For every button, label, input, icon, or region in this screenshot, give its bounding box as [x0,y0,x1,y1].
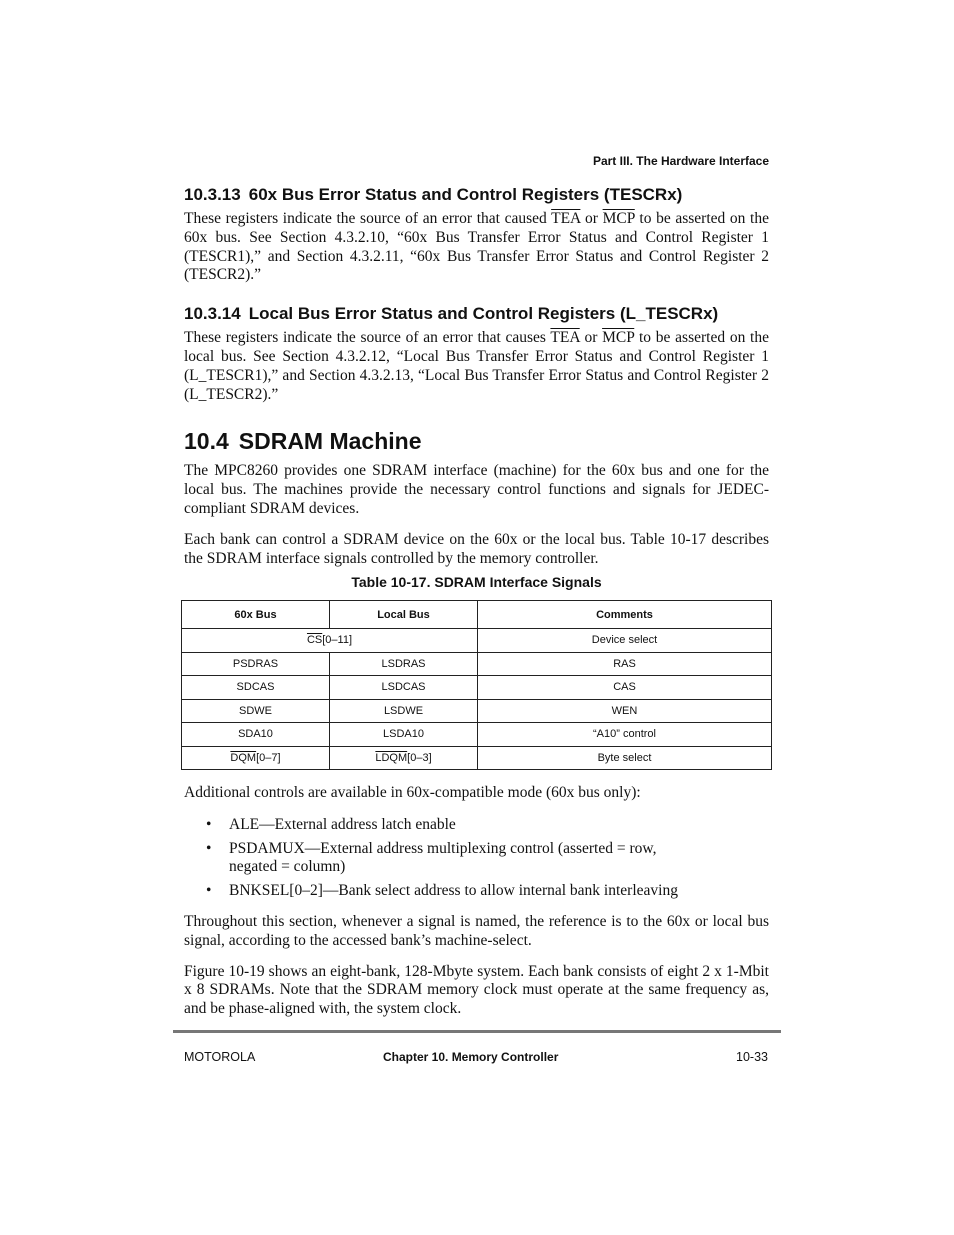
section-number: 10.3.14 [184,304,241,324]
tea-signal: $\overline{TEA}$ [551,210,581,227]
table-cell: SDA10 [182,723,330,747]
footer-chapter: Chapter 10. Memory Controller [383,1050,559,1064]
table-cell: LDQM[0–3] [330,746,478,770]
table-cell: RAS [478,652,772,676]
section-number: 10.4 [184,428,229,455]
footer-rule [173,1030,781,1033]
table-row [182,629,772,653]
footer-publisher: MOTOROLA [184,1050,256,1064]
paragraph-signal-naming: Throughout this section, whenever a signal is named, the reference is to the 60x or local bus signal, according to the accessed bank’s machine-select. [184,912,769,949]
section-heading-10-4 [184,426,769,456]
table-row [182,746,772,770]
section-title: Local Bus Error Status and Control Registers (L_TESCRx) [248,304,719,324]
section-number: 10.3.13 [184,185,241,204]
section-title: 60x Bus Error Status and Control Registers (TESCRx) [248,185,683,204]
after-table-body [184,784,769,1019]
tea-signal: $\overline{TEA}$ [550,329,580,347]
table-cell: PSDRAS [182,652,330,676]
table-cell: SDWE [182,699,330,723]
table-cell: Byte select [478,746,772,770]
table-row [182,676,772,700]
table-cell: LSDRAS [330,652,478,676]
table-cell: LSDWE [330,699,478,723]
section-heading-10-3-13 [184,184,769,206]
paragraph-sdram-banks: Each bank can control a SDRAM device on the 60x or the local bus. Table 10-17 describes the SDRAM interface signals controlled by the memory controller. [184,530,769,567]
column-header: 60x Bus [182,601,330,629]
sdram-signals-table [181,600,772,770]
table-cell: SDCAS [182,676,330,700]
table-cell: LSDCAS [330,676,478,700]
table-cell: CAS [478,676,772,700]
section-title: SDRAM Machine [238,428,422,455]
paragraph-additional-controls: Additional controls are available in 60x-compatible mode (60x bus only): [184,784,641,801]
mcp-signal: $\overline{MCP}$ [602,210,635,227]
table-cell: LSDA10 [330,723,478,747]
section-heading-10-3-14 [184,303,769,325]
mcp-signal: $\overline{MCP}$ [602,329,635,347]
paragraph-tescrx: These registers indicate the source of an error that caused $\overline{TEA}$ or $\overline{MCP}$ to be asserted on the 60x bus. See Section 4.3.2.10, “60x Bus Transfer Error Status and Control Register 1 (TESCR1),” and Section 4.3.2.11, “60x Bus Transfer Error Status and Control Register 2 (TESCR2).” [184,210,769,284]
table-cell: Device select [478,629,772,653]
running-head: Part III. The Hardware Interface [592,154,769,168]
table-row [182,699,772,723]
column-header: Comments [478,601,772,629]
paragraph-l-tescrx: These registers indicate the source of an error that causes $\overline{TEA}$ or $\overline{MCP}$ to be asserted on the local bus. See Section 4.3.2.12, “Local Bus Transfer Error Status and Control Register 1 (L_TESCR1),” and Section 4.3.2.13, “Local Bus Transfer Error Status and Control Register 2 (L_TESCR2).” [184,329,769,403]
table-cell: “A10” control [478,723,772,747]
list-item: • PSDAMUX—External address multiplexing control (asserted = row, negated = column) [206,839,657,876]
page-number: 10-33 [736,1050,768,1064]
table-cell: $\overline{CS}[0-11]$ [182,629,478,653]
column-header: Local Bus [330,601,478,629]
page-body [184,184,769,568]
table-cell: $\overline{DQM}[0-7]$ [182,746,330,770]
table-caption-wrap [181,573,772,592]
paragraph-figure-reference: Figure 10-19 shows an eight-bank, 128-Mbyte system. Each bank consists of eight 2 x 1-Mbit x 8 SDRAMs. Note that the SDRAM memory clock must operate at the same frequency as, and be phase-aligned with, the system clock. [184,962,769,1018]
control-list [184,816,769,901]
table-cell: WEN [478,699,772,723]
table-row [182,723,772,747]
table-header-row [182,601,772,629]
list-item: • ALE—External address latch enable [206,815,456,833]
table-row [182,652,772,676]
paragraph-sdram-intro: The MPC8260 provides one SDRAM interface (machine) for the 60x bus and one for the local bus. The machines provide the necessary control functions and signals for JEDEC-compliant SDRAM devices. [184,462,769,517]
list-item: • BNKSEL[0–2]—Bank select address to allow internal bank interleaving [206,882,678,900]
table-caption: Table 10-17. SDRAM Interface Signals [351,574,602,590]
